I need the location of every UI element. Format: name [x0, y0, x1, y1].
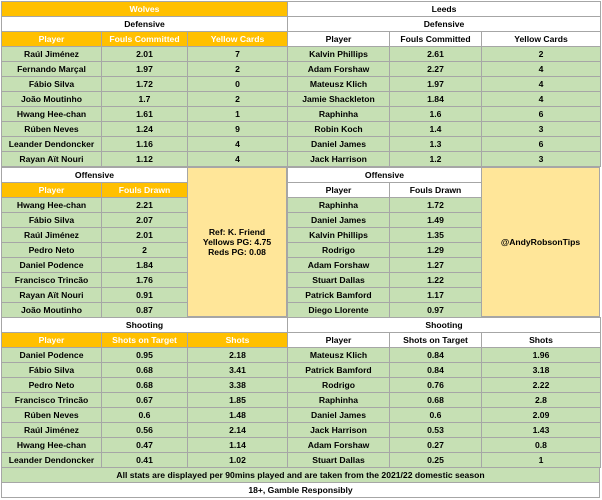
stat-value-cell: 2.07 [102, 213, 188, 228]
table-row [288, 243, 482, 258]
table-row [2, 393, 288, 408]
table-row [2, 107, 288, 122]
stat-value-cell: 0.95 [102, 348, 188, 363]
col-header-player: Player [2, 183, 102, 198]
stat-value-cell: 1 [482, 453, 601, 468]
leeds-offensive-title: Offensive [288, 168, 482, 183]
player-name-cell: Raúl Jiménez [2, 47, 102, 62]
stat-value-cell: 1.97 [390, 77, 482, 92]
stat-value-cell: 3.38 [188, 378, 288, 393]
table-row [288, 213, 482, 228]
table-row [288, 92, 601, 107]
stat-value-cell: 1.29 [390, 243, 482, 258]
leeds-team-title: Leeds [288, 2, 601, 17]
stat-value-cell: 2.61 [390, 47, 482, 62]
table-row [288, 122, 601, 137]
stat-value-cell: 4 [482, 62, 601, 77]
stat-value-cell: 1.27 [390, 258, 482, 273]
table-row [2, 77, 288, 92]
player-name-cell: Raphinha [288, 107, 390, 122]
table-row [288, 408, 601, 423]
stat-value-cell: 0.6 [390, 408, 482, 423]
player-name-cell: Pedro Neto [2, 378, 102, 393]
player-name-cell: Daniel James [288, 137, 390, 152]
player-name-cell: Stuart Dallas [288, 273, 390, 288]
player-name-cell: João Moutinho [2, 303, 102, 318]
referee-yellows-per-game: Yellows PG: 4.75 [202, 237, 272, 247]
table-row [288, 62, 601, 77]
player-name-cell: Daniel Podence [2, 258, 102, 273]
player-name-cell: Leander Dendoncker [2, 137, 102, 152]
player-name-cell: Jack Harrison [288, 423, 390, 438]
table-row [2, 243, 188, 258]
stat-value-cell: 1.35 [390, 228, 482, 243]
player-name-cell: Francisco Trincão [2, 273, 102, 288]
stat-value-cell: 4 [482, 77, 601, 92]
stat-value-cell: 0.27 [390, 438, 482, 453]
player-name-cell: Francisco Trincão [2, 393, 102, 408]
table-row [2, 303, 188, 318]
stat-value-cell: 1.76 [102, 273, 188, 288]
stat-value-cell: 9 [188, 122, 288, 137]
table-row [288, 438, 601, 453]
table-row [2, 408, 288, 423]
referee-name: Ref: K. Friend [208, 227, 266, 237]
stat-value-cell: 1.85 [188, 393, 288, 408]
stat-value-cell: 1.22 [390, 273, 482, 288]
table-row [288, 363, 601, 378]
stat-value-cell: 1.43 [482, 423, 601, 438]
player-name-cell: Mateusz Klich [288, 348, 390, 363]
leeds-defensive-title: Defensive [288, 17, 601, 32]
player-name-cell: Adam Forshaw [288, 62, 390, 77]
stat-value-cell: 2 [188, 92, 288, 107]
table-row [288, 423, 601, 438]
stat-value-cell: 3 [482, 152, 601, 167]
col-header-fouls-drawn: Fouls Drawn [102, 183, 188, 198]
stat-value-cell: 6 [482, 107, 601, 122]
stat-value-cell: 1.12 [102, 152, 188, 167]
stat-value-cell: 0.91 [102, 288, 188, 303]
stat-value-cell: 2.8 [482, 393, 601, 408]
stat-value-cell: 2.14 [188, 423, 288, 438]
stat-value-cell: 2.21 [102, 198, 188, 213]
stat-value-cell: 2 [482, 47, 601, 62]
table-row [288, 152, 601, 167]
wolves-offensive-title: Offensive [2, 168, 188, 183]
player-name-cell: Kalvin Phillips [288, 47, 390, 62]
table-row [288, 107, 601, 122]
player-name-cell: Hwang Hee-chan [2, 438, 102, 453]
col-header-yellow-cards: Yellow Cards [482, 32, 601, 47]
player-name-cell: Pedro Neto [2, 243, 102, 258]
player-name-cell: Mateusz Klich [288, 77, 390, 92]
player-name-cell: Jamie Shackleton [288, 92, 390, 107]
table-row [288, 228, 482, 243]
table-row [288, 378, 601, 393]
wolves-shooting-title: Shooting [2, 318, 288, 333]
player-name-cell: Patrick Bamford [288, 363, 390, 378]
table-row [2, 258, 188, 273]
stat-value-cell: 1.14 [188, 438, 288, 453]
table-row [2, 47, 288, 62]
player-name-cell: Rúben Neves [2, 408, 102, 423]
wolves-defensive-title: Defensive [2, 17, 288, 32]
stat-value-cell: 1.02 [188, 453, 288, 468]
stat-value-cell: 1.4 [390, 122, 482, 137]
wolves-shooting-table [1, 317, 288, 468]
referee-reds-per-game: Reds PG: 0.08 [208, 247, 266, 257]
stat-value-cell: 4 [188, 137, 288, 152]
stat-value-cell: 3 [482, 122, 601, 137]
col-header-player: Player [2, 32, 102, 47]
player-name-cell: Rayan Aït Nouri [2, 288, 102, 303]
table-row [288, 393, 601, 408]
stat-value-cell: 0.6 [102, 408, 188, 423]
table-row [288, 258, 482, 273]
table-row [288, 47, 601, 62]
stat-value-cell: 1.96 [482, 348, 601, 363]
player-name-cell: Fábio Silva [2, 77, 102, 92]
player-name-cell: Leander Dendoncker [2, 453, 102, 468]
player-name-cell: Raphinha [288, 393, 390, 408]
referee-info-box [187, 167, 287, 317]
stat-value-cell: 3.41 [188, 363, 288, 378]
player-name-cell: Rayan Aït Nouri [2, 152, 102, 167]
col-header-player: Player [288, 183, 390, 198]
stat-value-cell: 0.56 [102, 423, 188, 438]
wolves-offensive-table [1, 167, 188, 318]
player-name-cell: Kalvin Phillips [288, 228, 390, 243]
stat-value-cell: 0.47 [102, 438, 188, 453]
player-name-cell: João Moutinho [2, 92, 102, 107]
stat-value-cell: 0.87 [102, 303, 188, 318]
stat-value-cell: 0.53 [390, 423, 482, 438]
stat-value-cell: 1.84 [102, 258, 188, 273]
stat-value-cell: 0.97 [390, 303, 482, 318]
stat-value-cell: 1 [188, 107, 288, 122]
player-name-cell: Fábio Silva [2, 363, 102, 378]
col-header-fouls-drawn: Fouls Drawn [390, 183, 482, 198]
player-name-cell: Rúben Neves [2, 122, 102, 137]
player-name-cell: Hwang Hee-chan [2, 107, 102, 122]
stat-value-cell: 0.41 [102, 453, 188, 468]
stat-value-cell: 0.76 [390, 378, 482, 393]
player-name-cell: Patrick Bamford [288, 288, 390, 303]
col-header-shots-on-target: Shots on Target [390, 333, 482, 348]
table-row [288, 273, 482, 288]
leeds-shooting-table [287, 317, 601, 468]
stat-value-cell: 0.68 [390, 393, 482, 408]
table-row [2, 92, 288, 107]
stat-value-cell: 1.6 [390, 107, 482, 122]
stats-disclaimer: All stats are displayed per 90mins played and are taken from the 2021/22 domestic season [1, 467, 600, 483]
table-row [288, 303, 482, 318]
stat-value-cell: 1.61 [102, 107, 188, 122]
table-row [2, 152, 288, 167]
leeds-offensive-table [287, 167, 482, 318]
player-name-cell: Daniel James [288, 213, 390, 228]
stat-value-cell: 2.18 [188, 348, 288, 363]
player-name-cell: Fernando Marçal [2, 62, 102, 77]
stat-value-cell: 0.25 [390, 453, 482, 468]
col-header-fouls-committed: Fouls Committed [390, 32, 482, 47]
stat-value-cell: 0.84 [390, 348, 482, 363]
player-name-cell: Raúl Jiménez [2, 423, 102, 438]
player-name-cell: Diego Llorente [288, 303, 390, 318]
stat-value-cell: 2.01 [102, 228, 188, 243]
author-handle-box [481, 167, 600, 317]
stat-value-cell: 1.72 [390, 198, 482, 213]
table-row [2, 423, 288, 438]
stat-value-cell: 0 [188, 77, 288, 92]
stat-value-cell: 2.01 [102, 47, 188, 62]
col-header-player: Player [288, 333, 390, 348]
table-row [2, 137, 288, 152]
col-header-shots: Shots [188, 333, 288, 348]
gambling-notice: 18+, Gamble Responsibly [1, 482, 600, 498]
stat-value-cell: 1.2 [390, 152, 482, 167]
table-row [2, 288, 188, 303]
leeds-shooting-title: Shooting [288, 318, 601, 333]
table-row [2, 348, 288, 363]
table-row [288, 198, 482, 213]
table-row [2, 273, 188, 288]
col-header-yellow-cards: Yellow Cards [188, 32, 288, 47]
player-name-cell: Adam Forshaw [288, 438, 390, 453]
player-name-cell: Rodrigo [288, 378, 390, 393]
table-row [2, 228, 188, 243]
stat-value-cell: 1.97 [102, 62, 188, 77]
stat-value-cell: 4 [482, 92, 601, 107]
leeds-defensive-table [287, 1, 601, 167]
stat-value-cell: 1.84 [390, 92, 482, 107]
table-row [2, 198, 188, 213]
stat-value-cell: 1.17 [390, 288, 482, 303]
player-name-cell: Stuart Dallas [288, 453, 390, 468]
table-row [2, 363, 288, 378]
stat-value-cell: 2 [188, 62, 288, 77]
table-row [2, 122, 288, 137]
table-row [2, 62, 288, 77]
stat-value-cell: 4 [188, 152, 288, 167]
player-name-cell: Robin Koch [288, 122, 390, 137]
table-row [2, 378, 288, 393]
stat-value-cell: 0.8 [482, 438, 601, 453]
stat-value-cell: 2.22 [482, 378, 601, 393]
stat-value-cell: 2 [102, 243, 188, 258]
stat-value-cell: 1.72 [102, 77, 188, 92]
table-row [2, 453, 288, 468]
stat-value-cell: 3.18 [482, 363, 601, 378]
player-name-cell: Jack Harrison [288, 152, 390, 167]
table-row [288, 77, 601, 92]
col-header-fouls-committed: Fouls Committed [102, 32, 188, 47]
player-name-cell: Daniel Podence [2, 348, 102, 363]
table-row [288, 348, 601, 363]
player-name-cell: Fábio Silva [2, 213, 102, 228]
stat-value-cell: 1.16 [102, 137, 188, 152]
stat-value-cell: 1.3 [390, 137, 482, 152]
col-header-player: Player [2, 333, 102, 348]
author-handle: @AndyRobsonTips [500, 237, 581, 247]
table-row [288, 288, 482, 303]
stat-value-cell: 2.27 [390, 62, 482, 77]
stat-value-cell: 0.67 [102, 393, 188, 408]
table-row [288, 137, 601, 152]
table-row [2, 213, 188, 228]
stat-value-cell: 1.49 [390, 213, 482, 228]
wolves-team-title: Wolves [2, 2, 288, 17]
stat-value-cell: 0.68 [102, 378, 188, 393]
player-name-cell: Rodrigo [288, 243, 390, 258]
stat-value-cell: 0.68 [102, 363, 188, 378]
stat-value-cell: 1.24 [102, 122, 188, 137]
table-row [2, 438, 288, 453]
col-header-shots: Shots [482, 333, 601, 348]
stats-sheet [1, 1, 600, 498]
col-header-player: Player [288, 32, 390, 47]
player-name-cell: Raphinha [288, 198, 390, 213]
player-name-cell: Hwang Hee-chan [2, 198, 102, 213]
wolves-defensive-table [1, 1, 288, 167]
stat-value-cell: 2.09 [482, 408, 601, 423]
stat-value-cell: 1.48 [188, 408, 288, 423]
stat-value-cell: 6 [482, 137, 601, 152]
player-name-cell: Adam Forshaw [288, 258, 390, 273]
stat-value-cell: 7 [188, 47, 288, 62]
player-name-cell: Daniel James [288, 408, 390, 423]
player-name-cell: Raúl Jiménez [2, 228, 102, 243]
col-header-shots-on-target: Shots on Target [102, 333, 188, 348]
stat-value-cell: 1.7 [102, 92, 188, 107]
table-row [288, 453, 601, 468]
stat-value-cell: 0.84 [390, 363, 482, 378]
